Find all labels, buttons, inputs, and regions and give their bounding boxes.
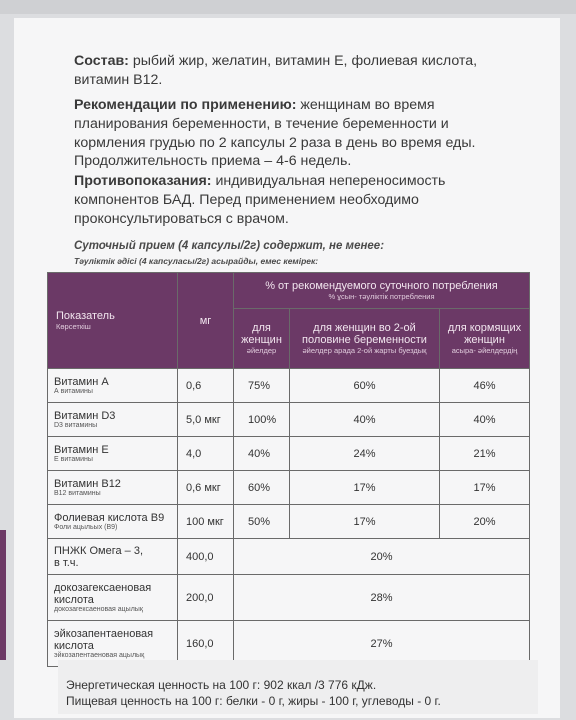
- table-row: [48, 471, 530, 505]
- nutrient-table: [47, 272, 530, 667]
- table-row: [48, 575, 530, 621]
- row-combined-pct: 28%: [234, 575, 530, 621]
- table-row: [48, 437, 530, 471]
- table-row: [48, 369, 530, 403]
- row-nutrient-name: [48, 437, 178, 471]
- nutrient-label-kz: докозагексаеновая ацылық: [54, 606, 143, 613]
- contraindications-label: Противопоказания:: [74, 173, 212, 189]
- contraindications-paragraph: [74, 172, 524, 228]
- header-nursing: [440, 309, 530, 369]
- row-combined-pct: 27%: [234, 621, 530, 667]
- row-nursing-pct: 46%: [440, 369, 530, 403]
- header-indicator-label: Показатель: [56, 310, 115, 322]
- nutrient-label-kz: D3 витамины: [54, 422, 98, 429]
- row-amount: 0,6: [178, 369, 234, 403]
- row-nutrient-name: [48, 403, 178, 437]
- nutrient-label: Витамин D3: [54, 410, 116, 422]
- header-indicator-kz: Көрсеткіш: [56, 322, 91, 331]
- energy-value-text: Энергетическая ценность на 100 г: 902 ккал /3 776 кДж.: [66, 678, 377, 692]
- header-indicator: [48, 273, 178, 369]
- row-amount: 200,0: [178, 575, 234, 621]
- row-combined-pct: 20%: [234, 539, 530, 575]
- header-percent-kz: % ұсын- тәуліктік потребления: [328, 292, 435, 301]
- header-women-label: для женщин: [241, 322, 282, 346]
- contraindications-text: индивидуальная непереносимость компонентов БАД. Перед применением необходимо проконсультироваться с врачом.: [74, 173, 446, 227]
- row-women-pct: 40%: [234, 437, 290, 471]
- nutrient-label-kz: А витамины: [54, 388, 93, 395]
- header-percent-label: % от рекомендуемого суточного потребления: [265, 280, 498, 292]
- nutrient-label-kz: В12 витамины: [54, 490, 101, 497]
- header-pregnant: [290, 309, 440, 369]
- table-row: [48, 539, 530, 575]
- nutrient-label-line2: кислота: [54, 594, 94, 606]
- row-women-pct: 60%: [234, 471, 290, 505]
- nutrient-label-kz: Е витамины: [54, 456, 93, 463]
- row-nutrient-name: [48, 539, 178, 575]
- row-nursing-pct: 40%: [440, 403, 530, 437]
- nutrient-label-line2: в т.ч.: [54, 556, 79, 569]
- row-pregnant-pct: 60%: [290, 369, 440, 403]
- nutrition-value-text: Пищевая ценность на 100 г: белки - 0 г, жиры - 100 г, углеводы - 0 г.: [66, 694, 441, 708]
- recommendations-paragraph: [74, 96, 524, 171]
- purple-side-stripe: [0, 530, 6, 660]
- row-nutrient-name: [48, 369, 178, 403]
- box-top-edge: [0, 0, 576, 14]
- row-nursing-pct: 17%: [440, 471, 530, 505]
- header-pregnant-label: для женщин во 2-ой половине беременности: [302, 322, 427, 346]
- nutrient-label: Витамин Е: [54, 444, 109, 456]
- header-pregnant-kz: әйелдер арада 2-ой жарты буездық: [302, 346, 427, 355]
- nutrient-label: докозагексаеновая: [54, 582, 152, 594]
- recommendations-text: женщинам во время планирования беременности, в течение беременности и кормления грудью по 2 капсулы 2 раза в день во время еды. Продолжительность приема – 4-6 недель.: [74, 97, 476, 170]
- row-amount: 100 мкг: [178, 505, 234, 539]
- table-row: [48, 403, 530, 437]
- table-row: [48, 505, 530, 539]
- recommendations-label: Рекомендации по применению:: [74, 97, 297, 113]
- nutrient-label-line2: кислота: [54, 640, 94, 652]
- nutrient-label: Витамин А: [54, 376, 109, 388]
- row-nursing-pct: 21%: [440, 437, 530, 471]
- nutrient-label: ПНЖК Омега – 3,: [54, 544, 143, 557]
- nutrient-label-kz: эйкозапентаеновая ацылық: [54, 652, 145, 659]
- row-pregnant-pct: 17%: [290, 471, 440, 505]
- header-women: [234, 309, 290, 369]
- header-women-kz: әйелдер: [246, 346, 277, 355]
- row-amount: 400,0: [178, 539, 234, 575]
- row-amount: 4,0: [178, 437, 234, 471]
- row-nutrient-name: [48, 575, 178, 621]
- header-percent: [234, 273, 530, 309]
- row-nutrient-name: [48, 471, 178, 505]
- row-amount: 0,6 мкг: [178, 471, 234, 505]
- nutrient-label-kz: Фоли ацыльых (В9): [54, 524, 118, 531]
- nutrient-label: Фолиевая кислота В9: [54, 512, 165, 524]
- composition-text: рыбий жир, желатин, витамин Е, фолиевая кислота, витамин В12.: [74, 53, 478, 88]
- nutrient-label: эйкозапентаеновая: [54, 628, 154, 640]
- row-pregnant-pct: 17%: [290, 505, 440, 539]
- daily-intake-heading-kz: Тәуліктік әдісі (4 капсуласы/2г) асырайды, емес кемірек:: [74, 256, 319, 266]
- composition-label: Состав:: [74, 53, 129, 69]
- row-women-pct: 75%: [234, 369, 290, 403]
- row-pregnant-pct: 24%: [290, 437, 440, 471]
- row-amount: 160,0: [178, 621, 234, 667]
- row-women-pct: 100%: [234, 403, 290, 437]
- daily-intake-heading: Суточный прием (4 капсулы/2г) содержит, не менее:: [74, 240, 385, 252]
- composition-paragraph: [74, 52, 524, 90]
- nutrition-footer: [58, 660, 538, 714]
- nutrient-label: Витамин В12: [54, 478, 121, 490]
- row-women-pct: 50%: [234, 505, 290, 539]
- row-pregnant-pct: 40%: [290, 403, 440, 437]
- header-mg: мг: [178, 273, 234, 369]
- row-nutrient-name: [48, 505, 178, 539]
- row-nursing-pct: 20%: [440, 505, 530, 539]
- header-nursing-label: для кормящих женщин: [447, 322, 522, 346]
- row-amount: 5,0 мкг: [178, 403, 234, 437]
- header-nursing-kz: асыра- әйелдердің: [451, 346, 518, 355]
